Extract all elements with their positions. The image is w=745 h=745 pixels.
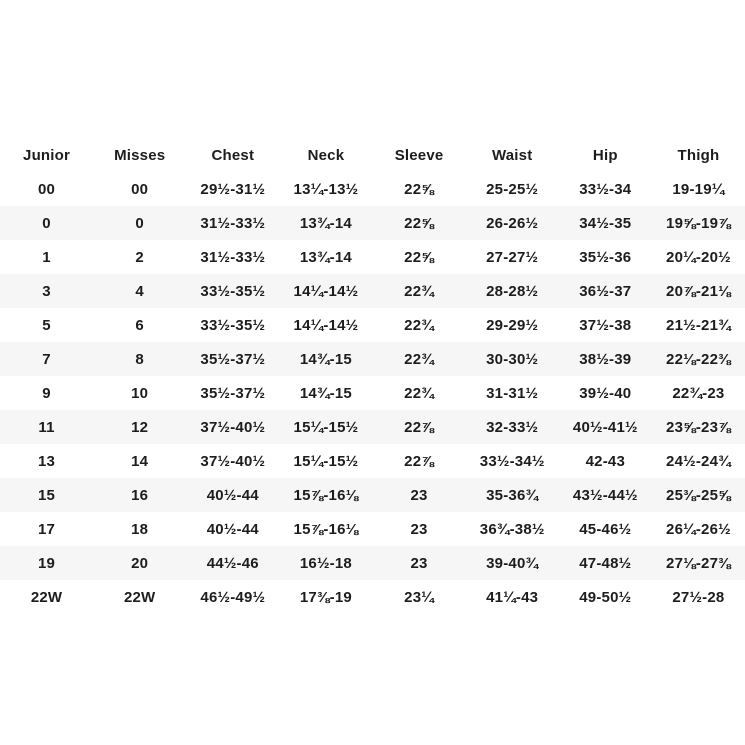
cell-junior: 17	[38, 520, 56, 538]
cell-neck: 15⅞-16⅛	[293, 486, 359, 504]
cell-misses: 6	[135, 316, 144, 334]
column-header-misses: Misses	[114, 146, 166, 164]
cell-hip: 33½-34	[579, 180, 632, 198]
cell-thigh: 19⅝-19⅞	[666, 214, 731, 232]
cell-junior: 00	[38, 180, 56, 198]
column-header-hip: Hip	[592, 146, 618, 164]
cell-misses: 10	[131, 384, 149, 402]
cell-thigh: 26¼-26½	[666, 520, 731, 538]
cell-sleeve: 22⅝	[404, 180, 434, 198]
cell-chest: 29½-31½	[200, 180, 266, 198]
cell-thigh: 25⅜-25⅝	[666, 486, 731, 504]
table-row	[0, 376, 745, 410]
cell-neck: 17⅜-19	[299, 588, 352, 606]
cell-neck: 13¾-14	[299, 248, 352, 266]
cell-hip: 39½-40	[579, 384, 632, 402]
cell-waist: 31-31½	[486, 384, 539, 402]
table-row	[0, 546, 745, 580]
cell-hip: 47-48½	[579, 554, 632, 572]
table-row	[0, 172, 745, 206]
cell-sleeve: 22¾	[404, 384, 434, 402]
cell-junior: 11	[38, 418, 55, 436]
cell-thigh: 27⅛-27⅜	[666, 554, 731, 572]
cell-misses: 16	[131, 486, 149, 504]
table-row	[0, 308, 745, 342]
cell-hip: 42-43	[585, 452, 625, 470]
cell-chest: 44½-46	[206, 554, 259, 572]
cell-chest: 31½-33½	[200, 214, 266, 232]
cell-waist: 30-30½	[486, 350, 539, 368]
cell-chest: 33½-35½	[200, 282, 266, 300]
cell-junior: 15	[38, 486, 56, 504]
cell-junior: 9	[42, 384, 51, 402]
cell-chest: 37½-40½	[200, 418, 266, 436]
cell-sleeve: 23	[410, 554, 428, 572]
cell-neck: 16½-18	[299, 554, 352, 572]
cell-thigh: 22¾-23	[672, 384, 725, 402]
cell-waist: 25-25½	[486, 180, 539, 198]
cell-thigh: 24½-24¾	[666, 452, 731, 470]
cell-sleeve: 22¾	[404, 282, 434, 300]
cell-neck: 14¼-14½	[293, 282, 359, 300]
table-row	[0, 240, 745, 274]
column-header-sleeve: Sleeve	[394, 146, 444, 164]
cell-misses: 2	[135, 248, 144, 266]
cell-neck: 14¼-14½	[293, 316, 359, 334]
cell-misses: 20	[131, 554, 149, 572]
cell-thigh: 20⅞-21⅛	[666, 282, 731, 300]
cell-neck: 15⅞-16⅛	[293, 520, 359, 538]
cell-misses: 00	[131, 180, 149, 198]
cell-waist: 27-27½	[486, 248, 539, 266]
size-chart-table	[0, 138, 745, 614]
cell-misses: 12	[131, 418, 149, 436]
cell-waist: 35-36¾	[486, 486, 539, 504]
cell-misses: 4	[135, 282, 144, 300]
cell-waist: 41¼-43	[486, 588, 539, 606]
cell-sleeve: 22⅞	[404, 418, 434, 436]
cell-hip: 38½-39	[579, 350, 632, 368]
cell-neck: 14¾-15	[299, 350, 352, 368]
cell-misses: 14	[131, 452, 149, 470]
cell-misses: 0	[135, 214, 144, 232]
cell-hip: 36½-37	[579, 282, 632, 300]
cell-neck: 15¼-15½	[293, 418, 359, 436]
column-header-neck: Neck	[307, 146, 345, 164]
cell-misses: 22W	[123, 588, 156, 606]
cell-waist: 28-28½	[486, 282, 539, 300]
cell-junior: 19	[38, 554, 56, 572]
cell-hip: 43½-44½	[572, 486, 638, 504]
cell-hip: 37½-38	[579, 316, 632, 334]
column-header-junior: Junior	[23, 146, 71, 164]
cell-junior: 0	[42, 214, 51, 232]
cell-waist: 39-40¾	[486, 554, 539, 572]
cell-junior: 13	[38, 452, 56, 470]
cell-sleeve: 23	[410, 520, 428, 538]
cell-thigh: 27½-28	[672, 588, 725, 606]
cell-junior: 1	[42, 248, 51, 266]
cell-waist: 32-33½	[486, 418, 539, 436]
cell-misses: 18	[131, 520, 149, 538]
cell-hip: 45-46½	[579, 520, 632, 538]
cell-chest: 31½-33½	[200, 248, 266, 266]
cell-junior: 5	[42, 316, 51, 334]
cell-thigh: 23⅝-23⅞	[666, 418, 731, 436]
table-row	[0, 478, 745, 512]
cell-chest: 37½-40½	[200, 452, 266, 470]
cell-neck: 14¾-15	[299, 384, 352, 402]
cell-sleeve: 22⅞	[404, 452, 434, 470]
cell-sleeve: 22¾	[404, 316, 434, 334]
cell-junior: 3	[42, 282, 51, 300]
cell-chest: 35½-37½	[200, 384, 266, 402]
cell-thigh: 21½-21¾	[666, 316, 731, 334]
cell-neck: 13¼-13½	[293, 180, 359, 198]
cell-misses: 8	[135, 350, 144, 368]
cell-sleeve: 23¼	[404, 588, 434, 606]
cell-thigh: 22⅛-22⅜	[666, 350, 731, 368]
cell-waist: 26-26½	[486, 214, 539, 232]
cell-neck: 13¾-14	[299, 214, 352, 232]
table-row	[0, 342, 745, 376]
cell-sleeve: 23	[410, 486, 428, 504]
column-header-waist: Waist	[491, 146, 533, 164]
cell-hip: 40½-41½	[572, 418, 638, 436]
cell-neck: 15¼-15½	[293, 452, 359, 470]
cell-chest: 40½-44	[206, 520, 259, 538]
cell-thigh: 20¼-20½	[666, 248, 731, 266]
cell-sleeve: 22¾	[404, 350, 434, 368]
cell-sleeve: 22⅝	[404, 214, 434, 232]
cell-junior: 7	[42, 350, 51, 368]
cell-waist: 36¾-38½	[479, 520, 545, 538]
table-row	[0, 410, 745, 444]
cell-thigh: 19-19¼	[672, 180, 725, 198]
table-row	[0, 444, 745, 478]
table-row	[0, 274, 745, 308]
size-chart-body	[0, 172, 745, 614]
cell-waist: 29-29½	[486, 316, 539, 334]
column-header-thigh: Thigh	[677, 146, 720, 164]
size-chart-header	[0, 138, 745, 172]
cell-sleeve: 22⅝	[404, 248, 434, 266]
table-row	[0, 512, 745, 546]
cell-chest: 40½-44	[206, 486, 259, 504]
table-row	[0, 580, 745, 614]
cell-hip: 49-50½	[579, 588, 632, 606]
column-header-chest: Chest	[211, 146, 255, 164]
cell-hip: 34½-35	[579, 214, 632, 232]
cell-chest: 33½-35½	[200, 316, 266, 334]
cell-hip: 35½-36	[579, 248, 632, 266]
table-row	[0, 206, 745, 240]
cell-junior: 22W	[30, 588, 63, 606]
cell-chest: 46½-49½	[200, 588, 266, 606]
cell-chest: 35½-37½	[200, 350, 266, 368]
cell-waist: 33½-34½	[479, 452, 545, 470]
header-row	[0, 138, 745, 172]
